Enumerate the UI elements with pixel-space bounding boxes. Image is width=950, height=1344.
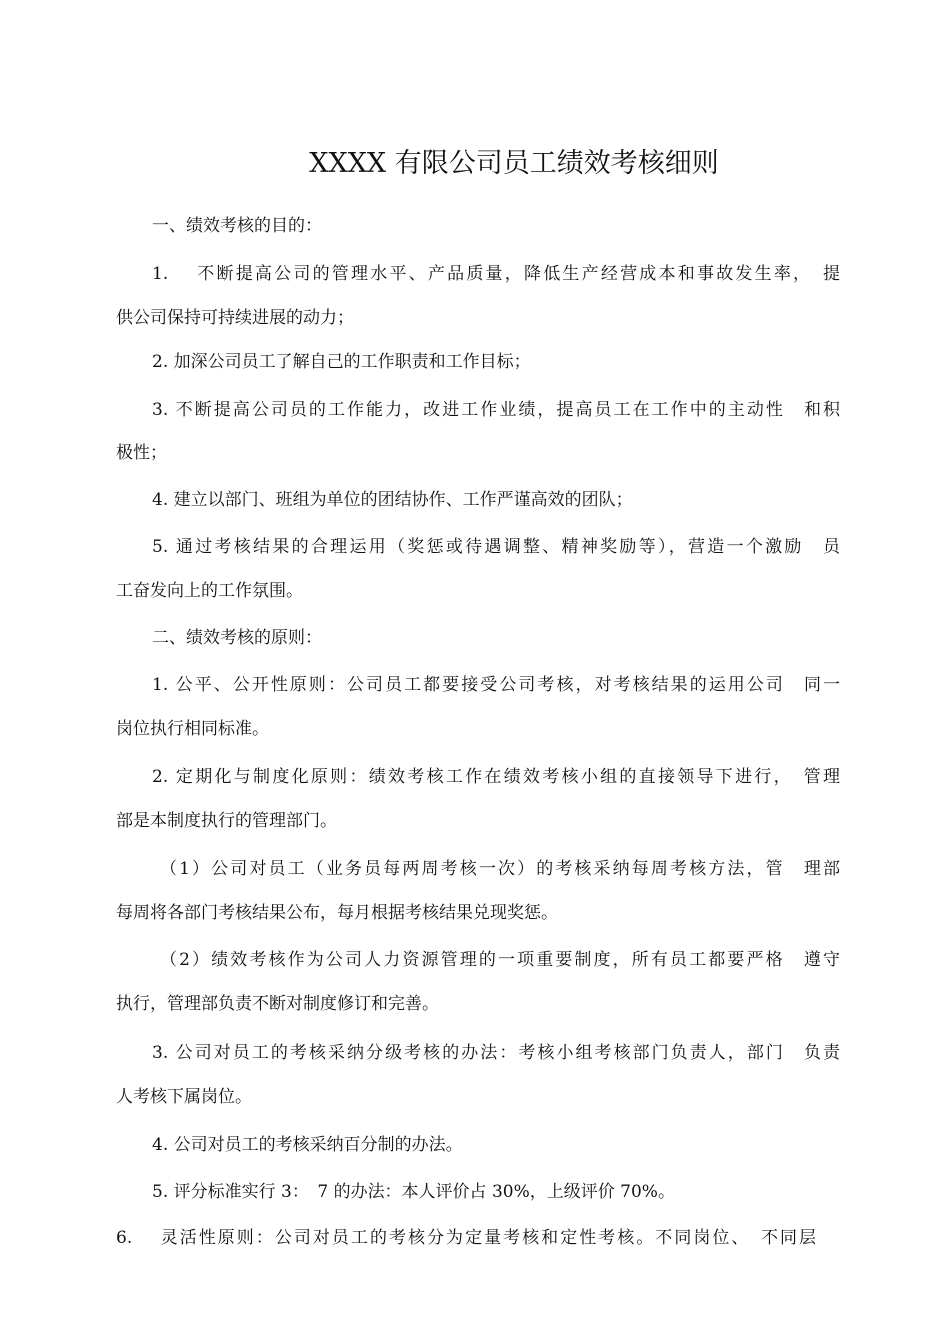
- paragraph-line: 2. 加深公司员工了解自己的工作职责和工作目标；: [152, 352, 531, 372]
- paragraph-line: 部是本制度执行的管理部门。: [116, 811, 337, 831]
- paragraph-line: 6. 灵活性原则：公司对员工的考核分为定量考核和定性考核。不同岗位、 不同层: [116, 1228, 816, 1248]
- paragraph-line: 执行，管理部负责不断对制度修订和完善。: [116, 994, 439, 1014]
- paragraph-line: 5. 通过考核结果的合理运用（奖惩或待遇调整、精神奖励等），营造一个激励 员: [152, 537, 840, 557]
- paragraph-line: 工奋发向上的工作氛围。: [116, 581, 303, 601]
- paragraph-line: 岗位执行相同标准。: [116, 719, 269, 739]
- paragraph-line: （1）公司对员工（业务员每两周考核一次）的考核采纳每周考核方法，管 理部: [160, 859, 840, 879]
- paragraph-line: 人考核下属岗位。: [116, 1087, 252, 1107]
- document-title: XXXX 有限公司员工绩效考核细则: [309, 148, 719, 179]
- paragraph-line: 3. 公司对员工的考核采纳分级考核的办法：考核小组考核部门负责人，部门 负责: [152, 1043, 840, 1063]
- paragraph-line: 供公司保持可持续进展的动力；: [116, 308, 354, 328]
- paragraph-line: （2）绩效考核作为公司人力资源管理的一项重要制度，所有员工都要严格 遵守: [160, 950, 840, 970]
- paragraph-line: 5. 评分标准实行 3： 7 的办法：本人评价占 30%，上级评价 70%。: [152, 1182, 675, 1202]
- paragraph-line: 2. 定期化与制度化原则：绩效考核工作在绩效考核小组的直接领导下进行， 管理: [152, 767, 840, 787]
- paragraph-line: 每周将各部门考核结果公布，每月根据考核结果兑现奖惩。: [116, 903, 558, 923]
- section-heading-principles: 二、绩效考核的原则：: [152, 628, 322, 648]
- paragraph-line: 3. 不断提高公司员的工作能力，改进工作业绩，提高员工在工作中的主动性 和积: [152, 400, 840, 420]
- paragraph-line: 1. 公平、公开性原则：公司员工都要接受公司考核，对考核结果的运用公司 同一: [152, 675, 840, 695]
- paragraph-line: 4. 建立以部门、班组为单位的团结协作、工作严谨高效的团队；: [152, 490, 633, 510]
- paragraph-line: 极性；: [116, 443, 167, 463]
- section-heading-purpose: 一、绩效考核的目的：: [152, 216, 322, 236]
- paragraph-line: 1. 不断提高公司的管理水平、产品质量，降低生产经营成本和事故发生率， 提: [152, 264, 840, 284]
- paragraph-line: 4. 公司对员工的考核采纳百分制的办法。: [152, 1135, 463, 1155]
